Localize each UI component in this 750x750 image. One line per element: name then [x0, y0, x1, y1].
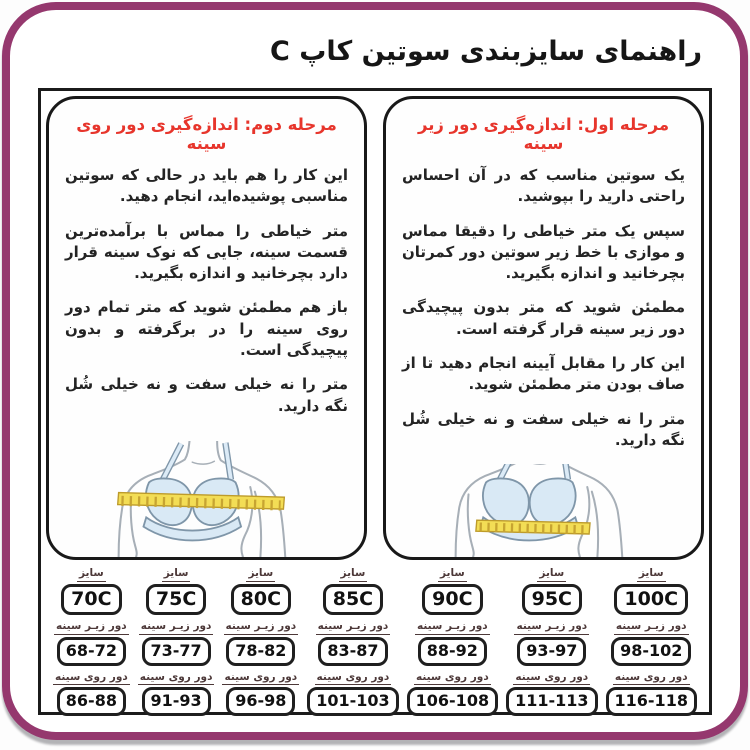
instruction-panels: [41, 91, 709, 565]
underbust-value: 88-92: [418, 637, 487, 666]
panel-step2-overbust: [46, 96, 367, 560]
step1-paragraph: مطمئن شوید که متر بدون پیچیدگی دور زیر سینه قرار گرفته است.: [402, 298, 685, 338]
underbust-value: 78-82: [226, 637, 295, 666]
infographic-frame: [2, 2, 748, 740]
underbust-label: دور زیـر سینه: [514, 620, 589, 635]
panel-step2-header: مرحله دوم: اندازه‌گیری دور روی سینه: [76, 115, 337, 153]
underbust-label: دور زیـر سینه: [316, 620, 391, 635]
size-label: سایز: [339, 567, 368, 582]
size-label: سایز: [162, 567, 191, 582]
size-value: 95C: [522, 584, 582, 616]
underbust-value: 98-102: [611, 637, 691, 666]
overbust-value: 86-88: [57, 687, 126, 716]
underbust-value: 83-87: [318, 637, 387, 666]
step2-paragraph: متر خیاطی را مماس با برآمده‌ترین قسمت سینه، جایی که نوک سینه قرار دارد بچرخانید و اندازه بگیرید.: [65, 221, 348, 283]
underbust-value: 68-72: [57, 637, 126, 666]
panel-step1-header: مرحله اول: اندازه‌گیری دور زیر سینه: [417, 115, 670, 153]
size-value: 75C: [146, 584, 206, 616]
size-column-100C: [606, 567, 697, 716]
size-column-85C: [307, 567, 398, 716]
underbust-label: دور زیـر سینه: [614, 620, 689, 635]
overbust-value: 106-108: [407, 687, 498, 716]
size-column-75C: [138, 567, 215, 716]
overbust-label: دور روی سینه: [53, 671, 130, 686]
step2-paragraph: باز هم مطمئن شوید که متر تمام دور روی سینه را در برگرفته و بدون پیچیدگی است.: [65, 298, 348, 360]
overbust-label: دور روی سینه: [222, 671, 299, 686]
overbust-label: دور روی سینه: [613, 671, 690, 686]
size-column-80C: [222, 567, 299, 716]
size-value: 70C: [61, 584, 121, 616]
size-label: سایز: [438, 567, 467, 582]
underbust-label: دور زیـر سینه: [224, 620, 299, 635]
step2-paragraph: این کار را هم باید در حالی که سوتین مناسبی پوشیده‌اید، انجام دهید.: [65, 166, 348, 206]
underbust-label: دور زیـر سینه: [54, 620, 129, 635]
underbust-label: دور زیـر سینه: [139, 620, 214, 635]
overbust-label: دور روی سینه: [138, 671, 215, 686]
measuring-tape-over-bust: [117, 493, 284, 510]
overbust-value: 101-103: [307, 687, 398, 716]
step2-paragraph: متر را نه خیلی سفت و نه خیلی شُل نگه دارید.: [65, 375, 348, 415]
step1-paragraph: یک سوتین مناسب که در آن احساس راحتی دارید را بپوشید.: [402, 166, 685, 206]
overbust-label: دور روی سینه: [513, 671, 590, 686]
step1-paragraph: متر را نه خیلی سفت و نه خیلی شُل نگه دارید.: [402, 409, 685, 449]
overbust-label: دور روی سینه: [315, 671, 392, 686]
overbust-value: 111-113: [506, 687, 597, 716]
panel-step1-underbust: [383, 96, 704, 560]
page-title: راهنمای سایزبندی سوتین کاپ C: [270, 36, 702, 67]
size-column-90C: [407, 567, 498, 716]
size-value: 85C: [323, 584, 383, 616]
size-value: 80C: [231, 584, 291, 616]
size-table: [41, 565, 709, 716]
size-column-70C: [53, 567, 130, 716]
overbust-value: 91-93: [142, 687, 211, 716]
size-column-95C: [506, 567, 597, 716]
underbust-value: 73-77: [142, 637, 211, 666]
size-label: سایز: [77, 567, 106, 582]
size-label: سایز: [246, 567, 275, 582]
step1-paragraph: سپس یک متر خیاطی را دقیقا مماس و موازی با خط زیر سوتین دور کمرتان بچرخانید و اندازه بگیرید.: [402, 221, 685, 283]
size-value: 100C: [614, 584, 688, 616]
overbust-label: دور روی سینه: [414, 671, 491, 686]
size-label: سایز: [537, 567, 566, 582]
bra-illustration-underbust: [402, 464, 685, 557]
size-label: سایز: [637, 567, 666, 582]
overbust-value: 96-98: [226, 687, 295, 716]
underbust-label: دور زیـر سینه: [415, 620, 490, 635]
overbust-value: 116-118: [606, 687, 697, 716]
size-value: 90C: [422, 584, 482, 616]
step1-paragraph: این کار را مقابل آیینه انجام دهید تا از صاف بودن متر مطمئن شوید.: [402, 354, 685, 394]
measuring-tape-under-bust: [475, 520, 589, 534]
underbust-value: 93-97: [517, 637, 586, 666]
content-box: [38, 88, 712, 715]
bra-illustration-overbust: [65, 441, 348, 557]
